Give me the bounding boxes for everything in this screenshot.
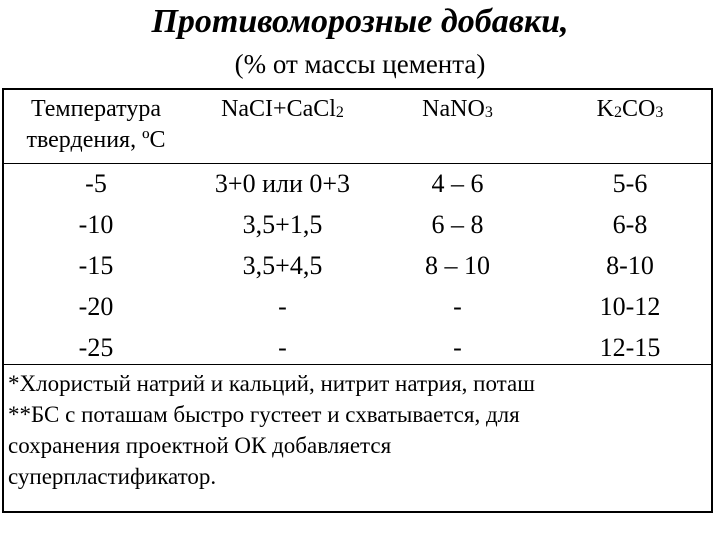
table-cell-nacl: 3+0 или 0+3	[214, 169, 351, 198]
header-temperature-line1: Температура	[31, 96, 161, 122]
table-cell-nacl: 3,5+1,5	[242, 210, 323, 239]
notes-divider	[2, 364, 713, 365]
table-cell-temp: -10	[78, 210, 114, 239]
header-nacl-sub: 2	[335, 104, 344, 121]
footnote-1: *Хлористый натрий и кальций, нитрит натрия, поташ	[8, 371, 535, 396]
table-cell-temp: -25	[78, 333, 114, 362]
header-nacl-cacl2	[190, 94, 375, 127]
footnote-2-line2: сохранения проектной ОК добавляется	[8, 433, 392, 458]
header-nacl-text: NaCI+CaCl	[221, 96, 336, 122]
header-temperature-line2: твердения, ºC	[26, 127, 166, 153]
table-cell-nano3: -	[453, 333, 462, 362]
table-cell-temp: -5	[85, 169, 107, 198]
footnotes	[8, 368, 708, 492]
page-title: Противоморозные добавки,	[151, 3, 569, 40]
table-cell-nacl: -	[278, 292, 287, 321]
header-nano3-text: NaNO	[422, 96, 485, 122]
table-cell-k2co3: 10-12	[599, 292, 661, 321]
table-cell-nacl: -	[278, 333, 287, 362]
table-cell-k2co3: 6-8	[612, 210, 648, 239]
header-temperature	[6, 94, 186, 156]
table-cell-nacl: 3,5+4,5	[242, 251, 323, 280]
header-k2co3-sub1: 2	[614, 104, 622, 121]
header-nano3	[385, 94, 530, 127]
footnote-2-line1: **БС с поташам быстро густеет и схватывается, для	[8, 402, 520, 427]
table-cell-k2co3: 8-10	[606, 251, 654, 280]
header-nano3-sub: 3	[484, 104, 493, 121]
table-cell-temp: -15	[78, 251, 114, 280]
table-cell-k2co3: 5-6	[612, 169, 648, 198]
table-cell-nano3: -	[453, 292, 462, 321]
page-subtitle: (% от массы цемента)	[234, 49, 486, 79]
header-k2co3-sub2: 3	[655, 104, 664, 121]
table-cell-temp: -20	[78, 292, 114, 321]
table-cell-nano3: 8 – 10	[425, 251, 490, 280]
header-divider	[2, 163, 713, 164]
header-k2co3	[545, 94, 715, 127]
table-cell-nano3: 6 – 8	[431, 210, 484, 239]
table-cell-nano3: 4 – 6	[431, 169, 484, 198]
header-k2co3-k: K	[596, 96, 614, 122]
footnote-2-line3: суперпластификатор.	[8, 464, 217, 489]
table-cell-k2co3: 12-15	[599, 333, 661, 362]
header-k2co3-co: CO	[622, 96, 656, 122]
